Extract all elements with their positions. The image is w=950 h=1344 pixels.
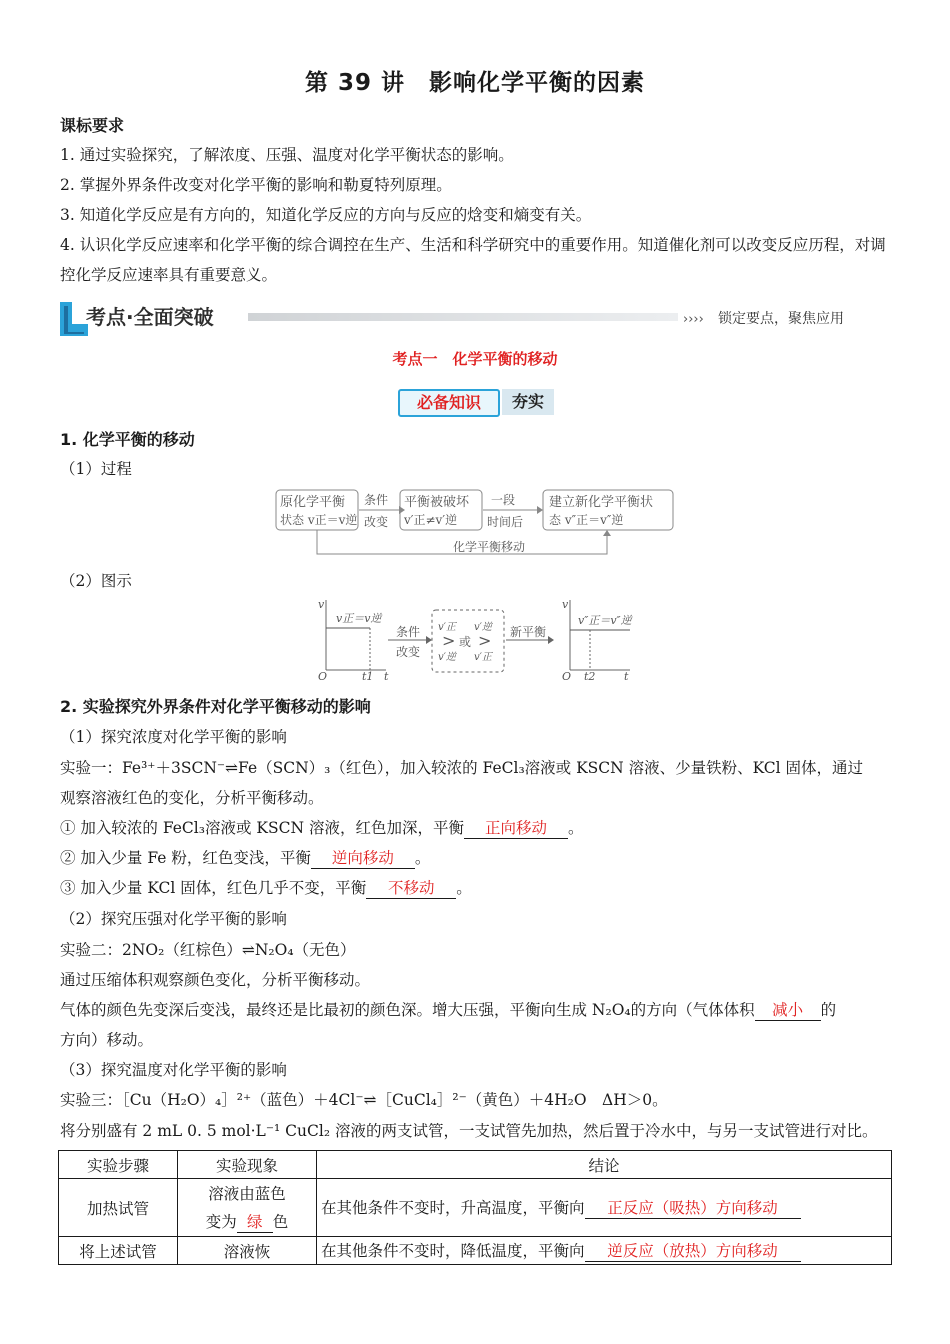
svg-text:条件: 条件	[396, 625, 421, 639]
table-row	[59, 1237, 892, 1265]
knowledge-badge-main: 必备知识	[398, 389, 500, 417]
exp2-equation: 实验二：2NO₂（红棕色）⇌N₂O₄（无色）	[60, 941, 356, 959]
table-cell-step: 加热试管	[59, 1179, 178, 1237]
exp3-equation: 实验三：［Cu（H₂O）₄］²⁺（蓝色）＋4Cl⁻⇌［CuCl₄］²⁻（黄色）＋4H₂O ΔH＞0。	[60, 1091, 668, 1109]
svg-text:改变: 改变	[364, 515, 389, 529]
curriculum-heading: 课标要求	[60, 116, 125, 135]
svg-text:O: O	[562, 670, 572, 683]
svg-text:t: t	[384, 670, 389, 683]
section1-heading: 1. 化学平衡的移动	[60, 430, 195, 449]
flow-arrow-icon	[537, 506, 543, 514]
svg-text:v: v	[318, 598, 325, 611]
exp2-conclusion: 气体的颜色先变深后变浅，最终还是比最初的颜色深。增大压强，平衡向生成 N₂O₄的方向（气体体积 减小 的	[60, 1001, 837, 1019]
section2-heading: 2. 实验探究外界条件对化学平衡移动的影响	[60, 697, 371, 716]
section-banner	[58, 298, 858, 338]
page-title: 第 39 讲 影响化学平衡的因素	[304, 70, 646, 96]
pressure-label: （2）探究压强对化学平衡的影响	[60, 910, 287, 928]
equilibrium-shift-flow-diagram	[275, 486, 677, 562]
svg-text:一段: 一段	[491, 493, 516, 507]
graph-arrow-icon	[548, 636, 554, 644]
exp2-description: 通过压缩体积观察颜色变化，分析平衡移动。	[60, 971, 371, 989]
answer-2: 逆向移动	[331, 849, 394, 867]
svg-text:O: O	[318, 670, 328, 683]
svg-text:态 v″正＝v″逆: 态 v″正＝v″逆	[549, 513, 624, 527]
svg-text:平衡被破坏: 平衡被破坏	[404, 495, 470, 510]
svg-text:v′正: v′正	[438, 622, 456, 633]
svg-text:时间后: 时间后	[487, 515, 524, 529]
question-3: ③ 加入少量 KCl 固体，红色几乎不变，平衡 不移动 。	[60, 879, 472, 897]
curriculum-item-3: 3. 知道化学反应是有方向的，知道化学反应的方向与反应的焓变和熵变有关。	[60, 206, 592, 224]
answer-4: 减小	[772, 1001, 804, 1019]
curriculum-item-4: 4. 认识化学反应速率和化学平衡的综合调控在生产、生活和科学研究中的重要作用。知道催化剂可以改变反应历程，对调控化学反应速率具有重要意义。	[60, 236, 886, 284]
answer-1: 正向移动	[484, 819, 547, 837]
table-cell-phenomenon: 溶液恢	[178, 1237, 317, 1265]
svg-text:v′正: v′正	[474, 652, 492, 663]
svg-text:v′正≠v′逆: v′正≠v′逆	[404, 513, 458, 527]
svg-text:v′逆: v′逆	[474, 622, 492, 633]
answer-3: 不移动	[388, 879, 435, 897]
svg-text:>: >	[442, 631, 456, 650]
temp-label: （3）探究温度对化学平衡的影响	[60, 1061, 287, 1079]
svg-text:建立新化学平衡状: 建立新化学平衡状	[549, 495, 654, 510]
svg-text:改变: 改变	[396, 645, 421, 659]
svg-text:新平衡: 新平衡	[510, 625, 547, 639]
svg-text:v′逆: v′逆	[438, 652, 456, 663]
answer-color: 绿	[246, 1212, 263, 1231]
svg-text:t1: t1	[362, 670, 374, 683]
experiment-table	[58, 1150, 892, 1265]
figure-label: （2）图示	[60, 572, 132, 590]
table-cell-phenomenon: 溶液由蓝色 变为 绿 色	[178, 1179, 317, 1237]
svg-text:化学平衡移动: 化学平衡移动	[453, 540, 526, 554]
svg-text:>: >	[478, 631, 492, 650]
question-2: ② 加入少量 Fe 粉，红色变浅，平衡 逆向移动 。	[60, 849, 431, 867]
answer-conclusion-2: 逆反应（放热）方向移动	[607, 1242, 778, 1260]
curriculum-item-1: 1. 通过实验探究，了解浓度、压强、温度对化学平衡状态的影响。	[60, 146, 514, 164]
svg-text:条件: 条件	[364, 493, 389, 507]
table-header: 实验步骤	[59, 1151, 178, 1179]
table-header-row	[59, 1151, 892, 1179]
table-cell-conclusion: 在其他条件不变时，降低温度，平衡向 逆反应（放热）方向移动	[317, 1237, 892, 1265]
graph-arrow-icon	[426, 636, 432, 644]
knowledge-badge	[398, 389, 554, 415]
conc-label: （1）探究浓度对化学平衡的影响	[60, 728, 287, 746]
banner-title: 考点·全面突破	[86, 305, 214, 329]
svg-text:状态 v正＝v逆: 状态 v正＝v逆	[280, 513, 358, 527]
svg-text:v正＝v逆: v正＝v逆	[336, 612, 382, 625]
kaodian-title: 考点一 化学平衡的移动	[392, 350, 558, 368]
exp2-conclusion-cont: 方向）移动。	[60, 1031, 154, 1049]
exp1-line1: 实验一：Fe³⁺＋3SCN⁻⇌Fe（SCN）₃（红色），加入较浓的 FeCl₃溶液或 KSCN 溶液、少量铁粉、KCl 固体，通过	[60, 759, 864, 777]
svg-text:v″正＝v″逆: v″正＝v″逆	[578, 614, 632, 627]
svg-text:或: 或	[459, 635, 472, 649]
curriculum-item-2: 2. 掌握外界条件改变对化学平衡的影响和勒夏特列原理。	[60, 176, 452, 194]
banner-subtitle: 锁定要点，聚焦应用	[718, 311, 844, 327]
svg-text:t: t	[624, 670, 629, 683]
svg-text:v: v	[562, 598, 569, 611]
table-row	[59, 1179, 892, 1237]
exp3-description: 将分别盛有 2 mL 0. 5 mol·L⁻¹ CuCl₂ 溶液的两支试管，一支试管先加热，然后置于冷水中，与另一支试管进行对比。	[60, 1122, 878, 1140]
table-cell-step: 将上述试管	[59, 1237, 178, 1265]
exp1-line2: 观察溶液红色的变化，分析平衡移动。	[60, 789, 324, 807]
table-header: 实验现象	[178, 1151, 317, 1179]
banner-arrows: ››››	[683, 312, 704, 327]
svg-text:t2: t2	[584, 670, 596, 683]
question-1: ① 加入较浓的 FeCl₃溶液或 KSCN 溶液，红色加深，平衡 正向移动 。	[60, 819, 584, 837]
answer-conclusion-1: 正反应（吸热）方向移动	[607, 1199, 778, 1217]
knowledge-badge-side: 夯实	[502, 389, 554, 415]
rate-time-graph	[314, 596, 636, 686]
process-label: （1）过程	[60, 460, 132, 478]
svg-text:原化学平衡: 原化学平衡	[280, 495, 346, 510]
flow-arrow-up-icon	[603, 530, 611, 536]
table-header: 结论	[317, 1151, 892, 1179]
table-cell-conclusion: 在其他条件不变时，升高温度，平衡向 正反应（吸热）方向移动	[317, 1179, 892, 1237]
